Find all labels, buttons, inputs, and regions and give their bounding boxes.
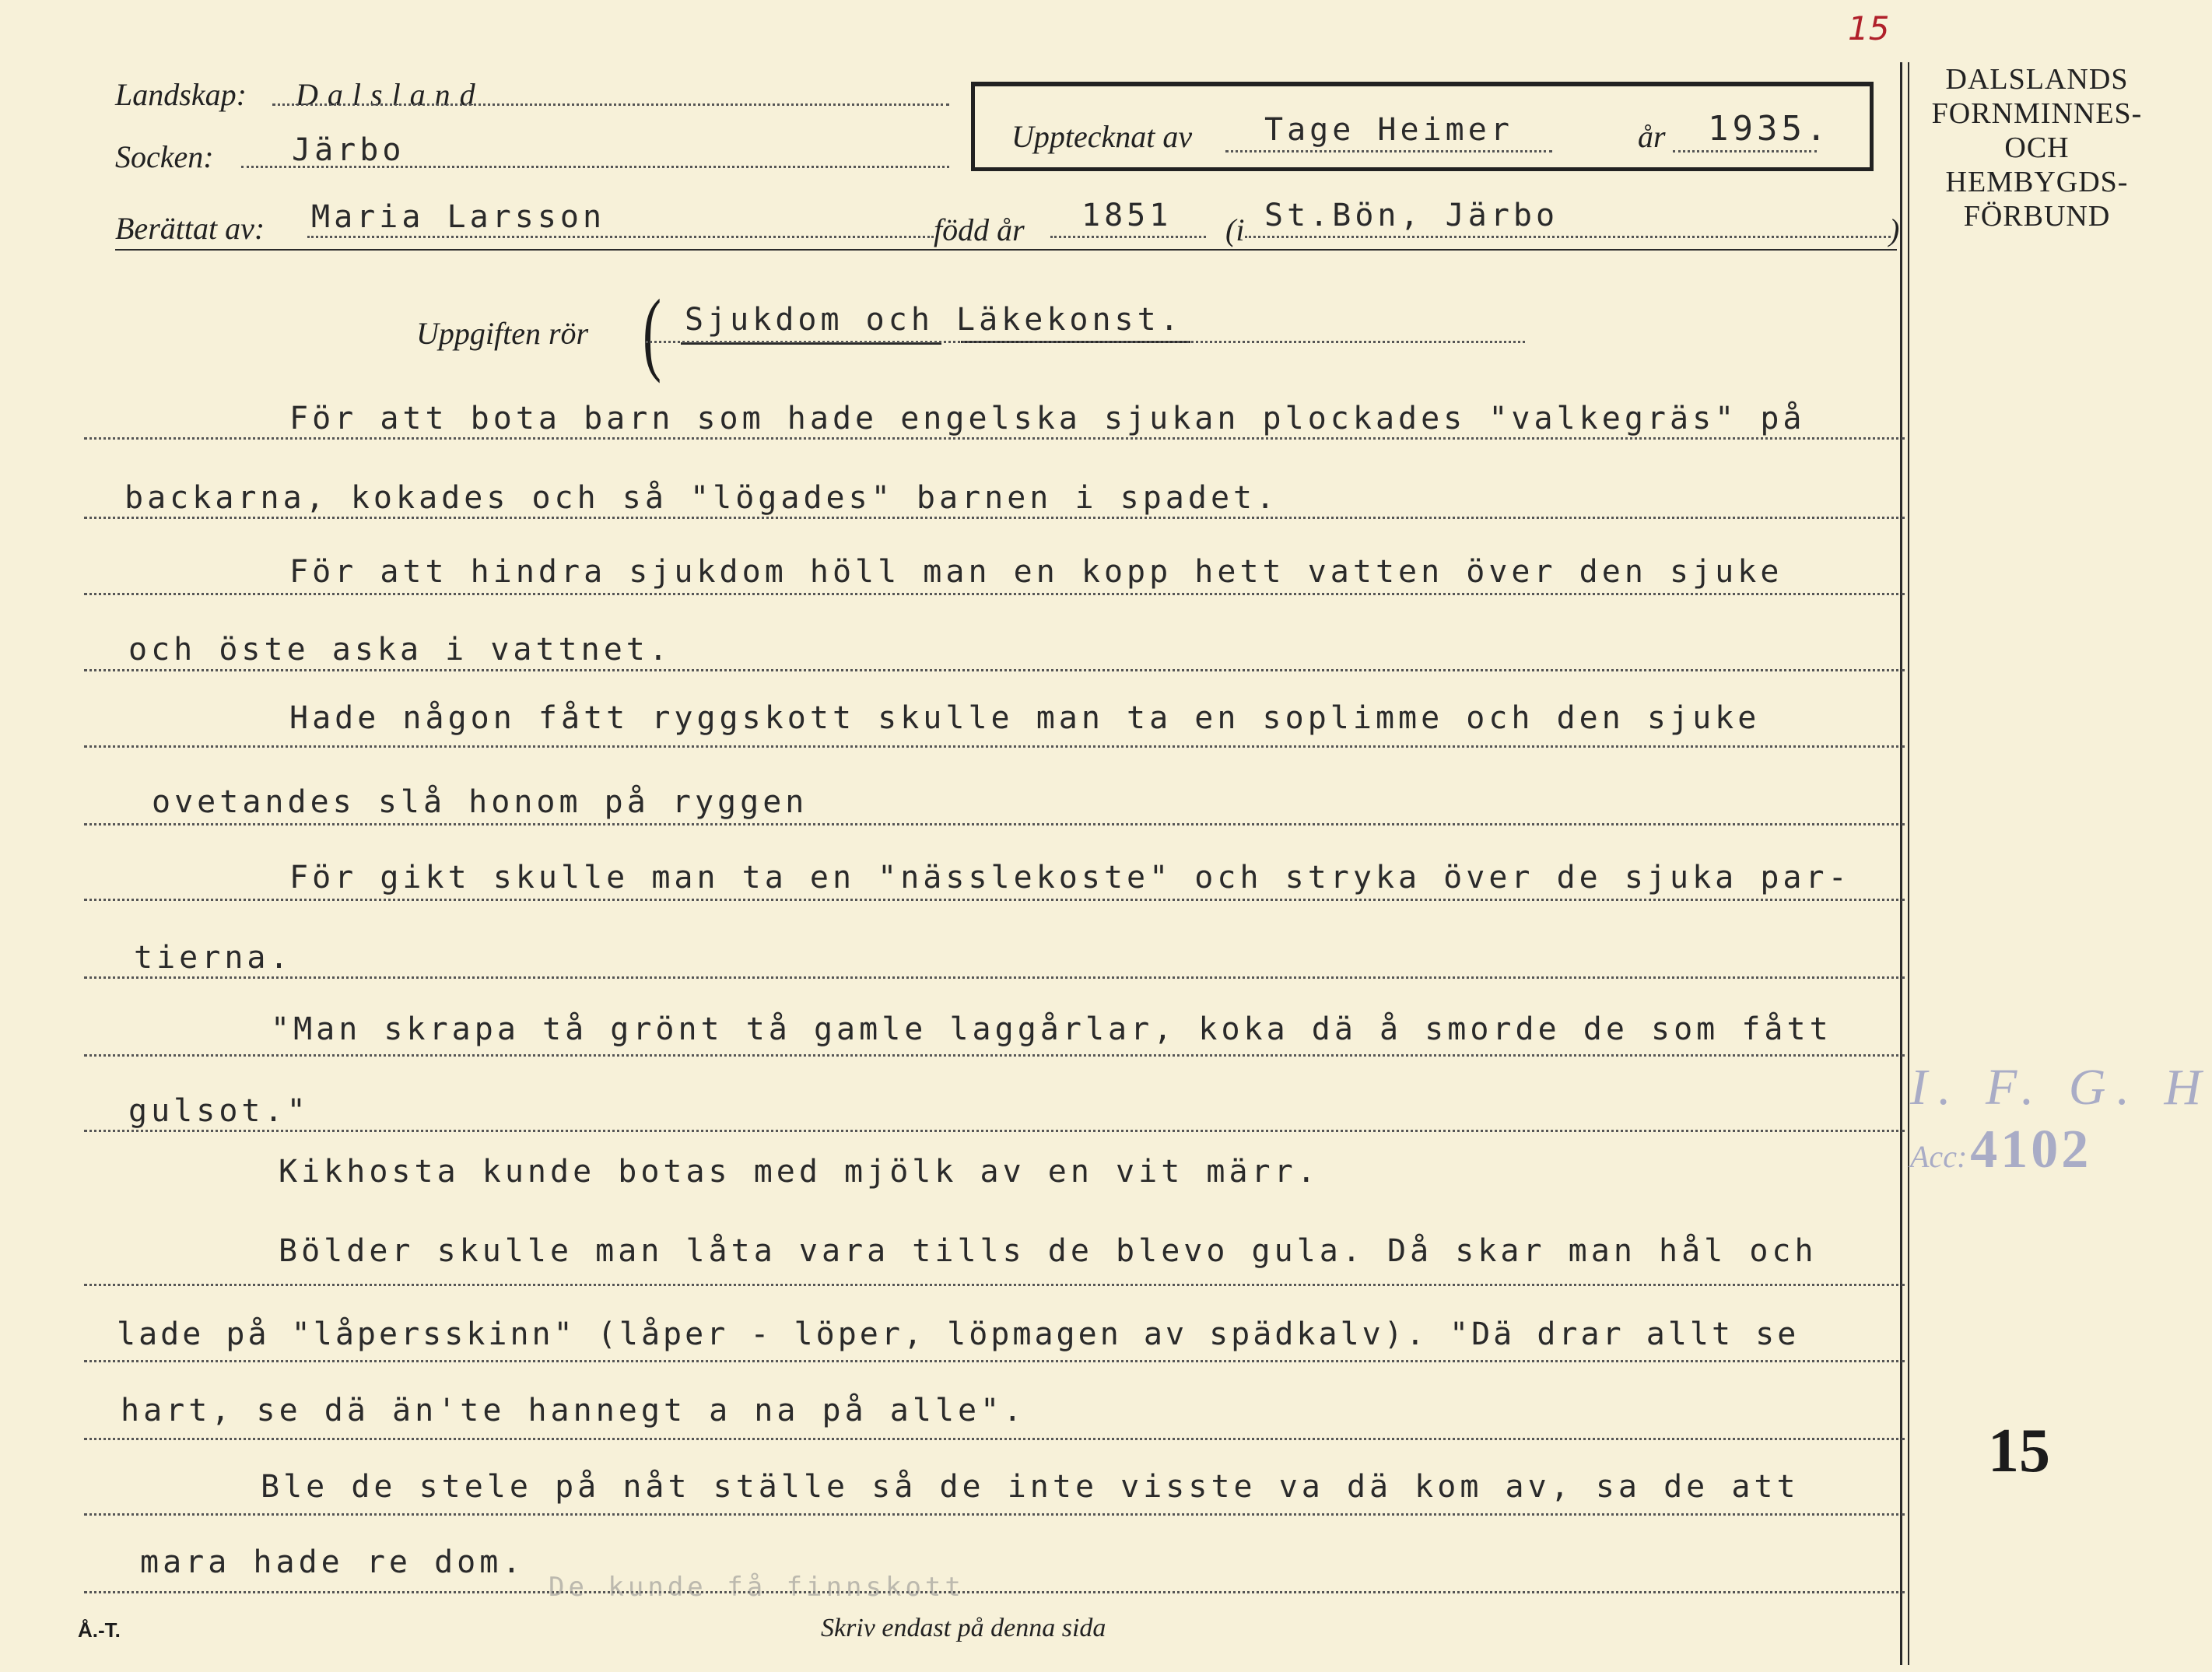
uppteck-label: Upptecknat av — [1011, 119, 1193, 154]
ruled-line — [84, 899, 1905, 901]
ruled-line — [84, 517, 1905, 519]
subject-label: Uppgiften rör — [416, 316, 589, 351]
body-line: Hade någon fått ryggskott skulle man ta en soplimme och den sjuke — [289, 700, 1761, 736]
berattat-underline — [307, 236, 934, 238]
archive-stamp — [1910, 1058, 2212, 1181]
body-line: gulsot." — [128, 1093, 310, 1129]
place-paren-open: (i — [1225, 212, 1245, 247]
ruled-line — [84, 1054, 1905, 1057]
ruled-line — [84, 1360, 1905, 1362]
footer-left-code: Å.-T. — [78, 1618, 121, 1642]
org-line: FÖRBUND — [1963, 200, 2111, 233]
body-line: "Man skrapa tå grönt tå gamle laggårlar, koka dä å smorde de som fått — [271, 1011, 1832, 1047]
header-separator — [115, 249, 1897, 251]
socken-value: Järbo — [292, 132, 405, 168]
stamp-line1: I. F. G. H — [1910, 1059, 2212, 1116]
org-line: DALSLANDS — [1945, 63, 2129, 96]
subject-dotline — [646, 341, 1525, 343]
fodd-value: 1851 — [1081, 198, 1173, 233]
ruled-line — [84, 1513, 1905, 1516]
uppteck-value: Tage Heimer — [1264, 112, 1513, 148]
org-line: FORNMINNES- — [1931, 97, 2143, 130]
body-line: Kikhosta kunde botas med mjölk av en vit märr. — [279, 1154, 1320, 1190]
body-line: backarna, kokades och så "lögades" barnen i spadet. — [124, 480, 1279, 516]
place-paren-close: ) — [1889, 212, 1900, 247]
body-line: Ble de stele på nåt ställe så de inte visste va dä kom av, sa de att — [261, 1469, 1800, 1505]
place-value: St.Bön, Järbo — [1264, 198, 1559, 233]
ar-label: år — [1638, 119, 1666, 154]
uppteck-underline — [1225, 150, 1552, 152]
stamp-acc-label: Acc: — [1910, 1139, 1968, 1174]
margin-rule-1 — [1900, 62, 1902, 1665]
landskap-value: Dalsland — [296, 77, 485, 112]
handwritten-page-number: 15 — [1848, 9, 1890, 47]
fodd-label: född år — [934, 212, 1025, 247]
landskap-underline — [272, 103, 949, 106]
margin-rule-2 — [1908, 62, 1909, 1665]
body-line: mara hade re dom. — [140, 1544, 525, 1580]
ruled-line — [84, 745, 1905, 748]
body-line: tierna. — [134, 940, 293, 976]
body-line: ovetandes slå honom på ryggen — [152, 784, 808, 820]
ruled-line — [84, 1284, 1905, 1286]
ruled-line — [84, 437, 1905, 440]
subject-paren-open: ( — [642, 280, 661, 384]
place-underline — [1245, 236, 1891, 238]
body-line: lade på "låpersskinn" (låper - löper, löpmagen av spädkalv). "Dä drar allt se — [117, 1316, 1800, 1352]
faint-overtyped-text: De kunde få finnskott — [549, 1572, 965, 1603]
fodd-underline — [1050, 236, 1206, 238]
ruled-line — [84, 593, 1905, 595]
subject-value: Sjukdom och Läkekonst. — [685, 302, 1183, 338]
ruled-line — [84, 669, 1905, 671]
ruled-line — [84, 976, 1905, 979]
socken-underline — [241, 166, 949, 168]
berattat-label: Berättat av: — [115, 211, 265, 246]
footer-instruction: Skriv endast på denna sida — [821, 1614, 1106, 1642]
body-line: Bölder skulle man låta vara tills de blevo gula. Då skar man hål och — [279, 1233, 1818, 1269]
ar-underline — [1673, 150, 1817, 152]
org-line: OCH — [2004, 131, 2070, 164]
ar-value: 1935. — [1708, 109, 1831, 149]
body-line: hart, se dä än'te hannegt a na på alle". — [121, 1393, 1026, 1428]
ruled-line — [84, 823, 1905, 825]
side-page-number: 15 — [1988, 1417, 2050, 1485]
ruled-line — [84, 1438, 1905, 1440]
org-line: HEMBYGDS- — [1945, 166, 2129, 198]
body-line: och öste aska i vattnet. — [128, 632, 671, 668]
berattat-value: Maria Larsson — [311, 199, 606, 235]
landskap-label: Landskap: — [115, 77, 247, 112]
stamp-acc-number: 4102 — [1970, 1120, 2092, 1180]
ruled-line — [84, 1130, 1905, 1132]
body-line: För att bota barn som hade engelska sjukan plockades "valkegräs" på — [289, 401, 1806, 436]
organization-name — [1910, 62, 2164, 233]
body-line: För gikt skulle man ta en "nässlekoste" och stryka över de sjuka par- — [289, 860, 1851, 896]
body-line: För att hindra sjukdom höll man en kopp hett vatten över den sjuke — [289, 554, 1783, 590]
ruled-line — [84, 1591, 1905, 1593]
socken-label: Socken: — [115, 139, 214, 174]
